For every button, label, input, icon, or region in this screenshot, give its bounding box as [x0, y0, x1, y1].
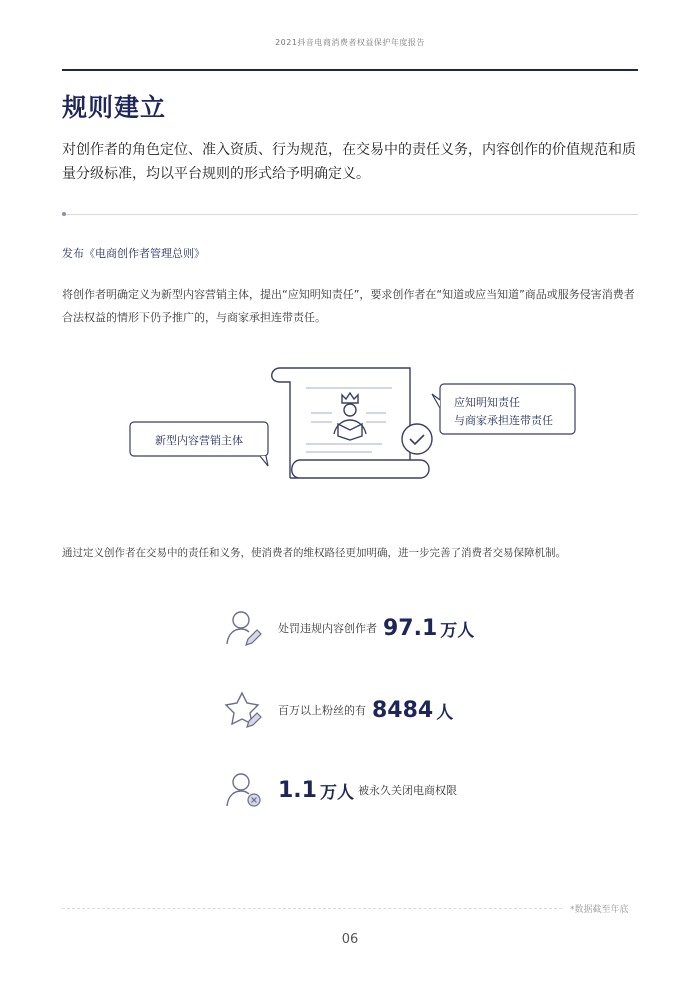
report-header-title: 2021抖音电商消费者权益保护年度报告	[275, 38, 425, 47]
section-body: 将创作者明确定义为新型内容营销主体，提出“应知明知责任”，要求创作者在“知道或应当知道”商品或服务侵害消费者合法权益的情形下仍予推广的，与商家承担连带责任。	[62, 288, 635, 324]
right-bubble-line1: 应知明知责任	[454, 396, 520, 409]
scroll-illustration	[120, 360, 600, 490]
intro-paragraph: 对创作者的角色定位、准入资质、行为规范，在交易中的责任义务，内容创作的价值规范和质量分级标准，均以平台规则的形式给予明确定义。	[62, 142, 636, 182]
closing-paragraph: 通过定义创作者在交易中的责任和义务，使消费者的维权路径更加明确，进一步完善了消费者交易保障机制。	[62, 547, 566, 559]
page-number: 06	[341, 932, 359, 947]
stat-number: 1.1	[278, 777, 317, 803]
star-edit-icon	[222, 689, 264, 731]
stat-row-million-fans	[222, 686, 453, 734]
stat-row-permanently-closed	[222, 766, 457, 814]
stat-number: 97.1	[383, 615, 438, 641]
stat-unit: 万人	[440, 620, 475, 641]
stat-label: 被永久关闭电商权限	[357, 784, 457, 797]
header-divider	[62, 69, 638, 71]
section-heading: 发布《电商创作者管理总则》	[62, 247, 205, 260]
divider-dot	[62, 212, 66, 216]
footnote-divider	[62, 908, 562, 909]
section-divider	[62, 214, 638, 215]
check-badge-icon	[402, 424, 432, 454]
user-edit-icon	[222, 607, 264, 649]
left-bubble-text: 新型内容营销主体	[155, 434, 243, 447]
creator-person-icon	[334, 393, 366, 440]
user-block-icon	[222, 769, 264, 811]
stat-number: 8484	[372, 697, 434, 723]
stat-label: 处罚违规内容创作者	[278, 622, 377, 635]
stat-unit: 万人	[319, 782, 354, 803]
footnote: *数据截至年底	[570, 905, 629, 915]
stat-row-penalized-creators	[222, 604, 474, 652]
scroll-icon	[272, 368, 429, 478]
page-title: 规则建立	[62, 93, 167, 122]
stat-label: 百万以上粉丝的有	[278, 704, 366, 717]
stat-unit: 人	[436, 702, 454, 723]
right-bubble-line2: 与商家承担连带责任	[454, 414, 553, 427]
